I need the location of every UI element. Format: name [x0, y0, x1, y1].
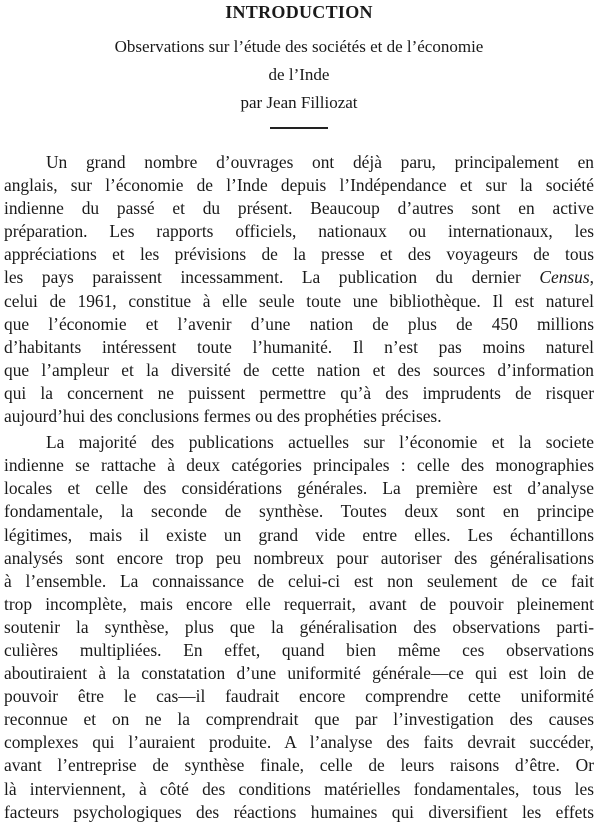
- census-italic: Census: [539, 267, 590, 288]
- text-line: à l’ensemble. La connaissance de celui-ci est non seulement de ce fait: [4, 570, 594, 591]
- text-line: locales et celle des considérations générales. La première est d’analyse: [4, 478, 594, 499]
- text-line: aboutiraient à la constatation d’une uniformité générale—ce qui est loin de: [4, 663, 594, 684]
- text-line: avant l’entreprise de synthèse finale, celle de leurs raisons d’être. Or: [4, 755, 594, 776]
- text-line: indienne se rattache à deux catégories principales : celle des monographies: [4, 455, 594, 476]
- subtitle-line-2: de l’Inde: [268, 65, 330, 84]
- text-line: facteurs psychologiques des réactions humaines qui diversifient les effets: [4, 801, 594, 822]
- text-line: anglais, sur l’économie de l’Inde depuis l’Indépendance et sur la société: [4, 175, 594, 196]
- text-line: reconnue et on ne la comprendrait que par l’investigation des causes: [4, 709, 594, 730]
- text-line: les pays paraissent incessamment. La publication du dernier Census,: [4, 267, 594, 288]
- text-line: fondamentale, la seconde de synthèse. Toutes deux sont en principe: [4, 501, 594, 522]
- text-line: d’habitants intéressent toute l’humanité. Il n’est pas moins naturel: [4, 336, 594, 357]
- text-line: analysés sont encore trop peu nombreux pour autoriser des généralisations: [4, 547, 594, 568]
- text-line: pouvoir être le cas—il faudrait encore comprendre cette uniformité: [4, 686, 594, 707]
- separator-rule: [270, 127, 328, 129]
- text-line: Un grand nombre d’ouvrages ont déjà paru, principalement en: [46, 152, 594, 172]
- text-line: La majorité des publications actuelles sur l’économie et la societe: [46, 432, 594, 453]
- text-line: culières multipliées. En effet, quand bien même ces observations: [4, 639, 594, 660]
- subtitle-block: [4, 33, 594, 117]
- text-line: complexes qui l’auraient produite. A l’analyse des faits devrait succéder,: [4, 732, 594, 753]
- paragraph-2: [4, 431, 594, 824]
- text-line: celui de 1961, constitue à elle seule toute une bibliothèque. Il est naturel: [4, 290, 594, 311]
- paragraph-1: [4, 151, 594, 428]
- author-line: par Jean Filliozat: [240, 93, 358, 112]
- text-line: trop incomplète, mais encore elle requerrait, avant de pouvoir pleinement: [4, 593, 594, 614]
- text-line: indienne du passé et du présent. Beaucoup d’autres sont en active: [4, 198, 594, 219]
- body-text: [4, 151, 594, 824]
- text-line: que l’ampleur et la diversité de cette nation et des sources d’information: [4, 359, 594, 380]
- text-line: que l’économie et l’avenir d’une nation de plus de 450 millions: [4, 313, 594, 334]
- text-line: préparation. Les rapports officiels, nationaux ou internationaux, les: [4, 221, 594, 242]
- text-line: soutenir la synthèse, plus que la généralisation des observations parti-: [4, 616, 594, 637]
- text-line: appréciations et les prévisions de la presse et des voyageurs de tous: [4, 244, 594, 265]
- text-line: légitimes, mais il existe un grand vide entre elles. Les échantillons: [4, 524, 594, 545]
- text-line: qui la concernent ne puissent permettre qu’à des imprudents de risquer: [4, 382, 594, 403]
- text-line: aujourd’hui des conclusions fermes ou des prophéties précises.: [4, 406, 442, 427]
- section-heading: INTRODUCTION: [225, 2, 373, 22]
- subtitle-line-1: Observations sur l’étude des sociétés et de l’économie: [114, 37, 484, 56]
- text-line: là interviennent, à côté des conditions matérielles fondamentales, tous les: [4, 778, 594, 799]
